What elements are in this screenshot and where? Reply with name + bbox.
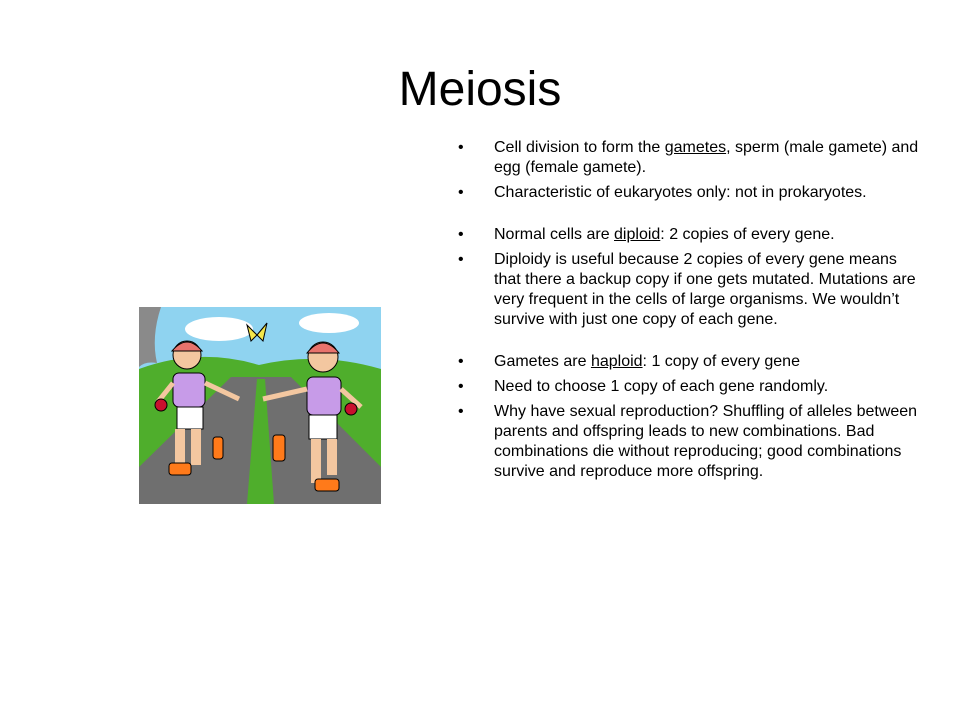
bullet-text: Gametes are: [494, 353, 591, 370]
bullet-text: Why have sexual reproduction? Shuffling of alleles between parents and offspring leads to new combinations. Bad combinations die without reproducing; good combinations survive and reproduce more offspring.: [494, 403, 918, 480]
bullet-text: Normal cells are: [494, 226, 615, 243]
bullet-term: haploid: [590, 353, 643, 370]
bullet-point: •: [458, 226, 464, 243]
bullet-item: [458, 352, 928, 372]
bullet-point: •: [458, 353, 464, 370]
bullet-point: •: [458, 184, 464, 201]
bullet-text: Characteristic of eukaryotes only: not in prokaryotes.: [494, 184, 867, 201]
bullet-text: Cell division to form the: [494, 139, 665, 156]
bullet-list: [458, 138, 928, 487]
slide-title: Meiosis: [398, 63, 562, 116]
bullet-item: [458, 183, 928, 203]
bullet-item: [458, 402, 928, 482]
bullet-point: •: [458, 378, 464, 395]
bullet-item: [458, 225, 928, 245]
bullet-term: diploid: [614, 226, 661, 243]
bullet-point: •: [458, 251, 464, 268]
bullet-item: [458, 377, 928, 397]
bullet-item: [458, 250, 928, 330]
bullet-text: Need to choose 1 copy of each gene randomly.: [494, 378, 829, 395]
bullet-text: : 1 copy of every gene: [642, 353, 800, 370]
bullet-point: •: [458, 403, 464, 420]
bullet-text: Diploidy is useful because 2 copies of every gene means that there a backup copy if one gets mutated. Mutations are very frequent in the cells of large organisms. We wouldn’t survive with just one copy of each gene.: [494, 251, 916, 328]
bullet-item: [458, 138, 928, 178]
bullet-point: •: [458, 139, 464, 156]
bullet-text: : 2 copies of every gene.: [660, 226, 835, 243]
bullet-term: gametes: [664, 139, 727, 156]
bullet-text: , sperm (male gamete) and egg (female gamete).: [494, 139, 919, 176]
rollerblading-kids-icon: [139, 307, 381, 504]
